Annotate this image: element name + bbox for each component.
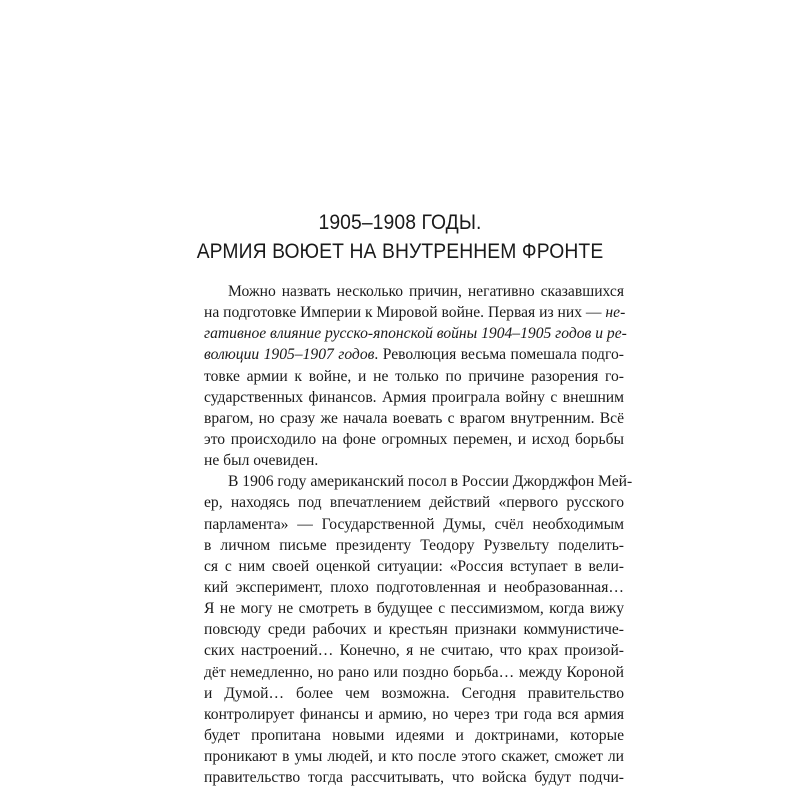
text-line: парламента» — Государственной Думы, счёл необходимым [204,515,624,533]
text-line [204,323,627,344]
text-line: Можно назвать несколько причин, негативно сказавшихся [228,283,624,300]
text-line: В 1906 году американский посол в России Джорджфон Мей- [228,473,633,491]
text-line: ер, находясь под впечатлением действий «первого русского [204,494,624,512]
text-segment: на подготовке Империи к Мировой войне. Первая из них — [204,304,602,322]
text-line: товке армии к войне, и не только по причине разорения го- [204,367,624,385]
chapter-title-line-1: 1905–1908 ГОДЫ. [318,211,482,234]
chapter-heading [170,208,630,266]
text-line [204,344,624,365]
italic-segment: не- [605,304,626,322]
text-line: ских настроений… Конечно, я не считаю, что крах произой- [204,642,624,660]
body-text [204,281,633,788]
text-line: ся с ним своей оценкой ситуации: «Россия вступает в вели- [204,557,624,575]
text-line: в личном письме президенту Теодору Рузвельту поделить- [204,536,624,554]
italic-segment: гативное влияние русско-японской войны 1904–1905 годов и ре- [204,325,627,343]
chapter-title-line-2: АРМИЯ ВОЮЕТ НА ВНУТРЕННЕМ ФРОНТЕ [196,240,604,263]
text-segment: . Революция весьма помешала подго- [374,346,624,364]
text-line: это происходило на фоне огромных перемен, и исход борьбы [204,430,624,448]
text-line [204,302,624,323]
text-line: и Думой… более чем возможна. Сегодня правительство [204,684,624,702]
text-line: повсюду среди рабочих и крестьян признаки коммунистиче- [204,621,624,639]
italic-segment: волюции 1905–1907 годов [204,346,375,364]
text-line: Я не могу не смотреть в будущее с пессимизмом, когда вижу [204,600,624,618]
text-line: контролирует финансы и армию, но через три года вся армия [204,705,624,723]
text-line: сударственных финансов. Армия проиграла войну с внешним [204,388,624,406]
text-line: кий эксперимент, плохо подготовленная и необразованная… [204,578,624,596]
text-line: врагом, но сразу же начала воевать с врагом внутренним. Всё [204,409,624,427]
text-line: будет пропитана новыми идеями и доктринами, которые [204,726,624,744]
text-line: правительство тогда рассчитывать, что войска будут подчи- [204,769,624,787]
text-line: проникают в умы людей, и кто после этого скажет, сможет ли [204,748,624,766]
text-line: не был очевиден. [204,452,319,470]
text-line: дёт немедленно, но рано или поздно борьба… между Короной [204,663,624,681]
